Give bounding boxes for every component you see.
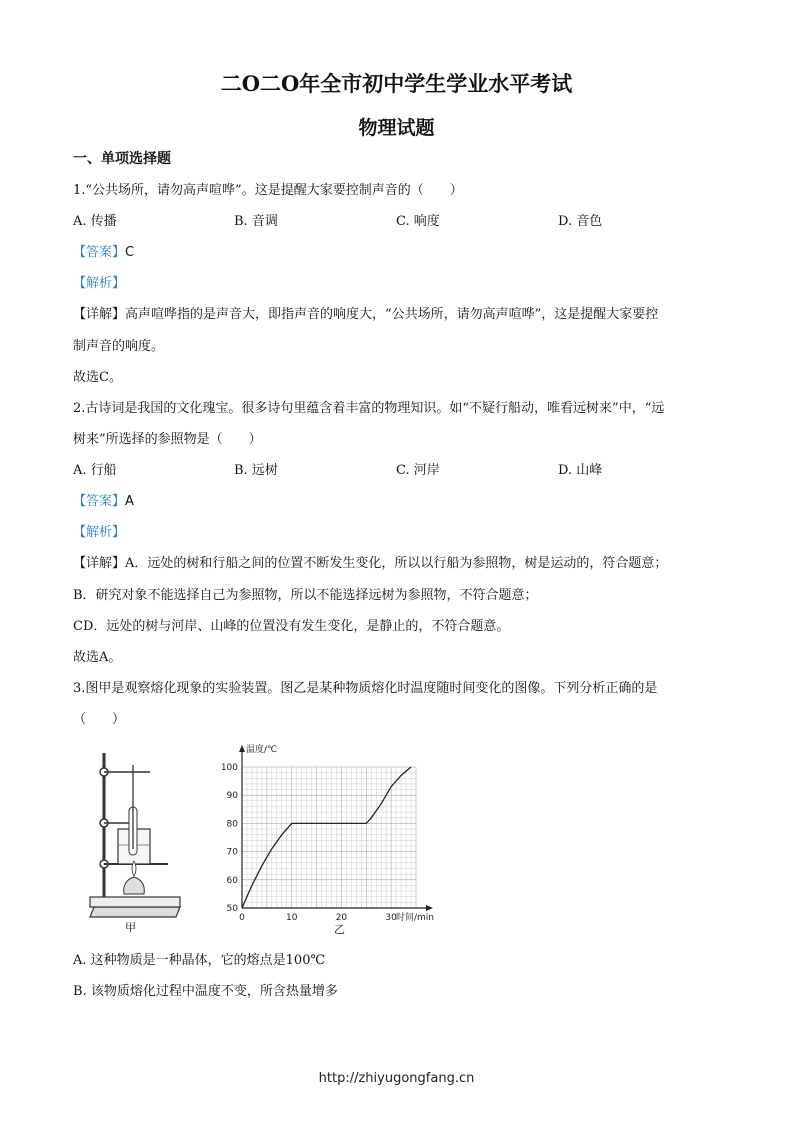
q2-detail-line-2: B．研究对象不能选择自己为参照物，所以不能选择远树为参照物，不符合题意；	[73, 588, 538, 603]
q1-option-b: B. 音调	[234, 214, 278, 229]
figure-apparatus	[88, 745, 208, 941]
q1-answer	[73, 244, 134, 262]
x-axis-label: 时间/min	[396, 913, 435, 923]
q1-option-c: C. 响度	[396, 214, 440, 229]
x-tick-label: 30	[385, 913, 397, 923]
y-tick-label: 70	[226, 847, 238, 858]
answer-tag: 【答案】	[73, 245, 126, 260]
q2-conclusion: 故选A。	[73, 650, 122, 665]
x-axis-arrow	[426, 905, 433, 911]
detail-text: 高声喧哗指的是声音大，即指声音的响度大，“公共场所，请勿高声喧哗”，这是提醒大家要控	[125, 307, 659, 322]
detail-tag: 【详解】	[73, 556, 126, 571]
q2-answer	[73, 493, 134, 511]
q3-stem-line-2: （ ）	[73, 712, 126, 727]
y-axis-label: 温度/℃	[246, 745, 278, 755]
answer-tag: 【答案】	[73, 494, 126, 509]
q1-detail-line-2: 制声音的响度。	[73, 339, 165, 354]
y-tick-label: 80	[226, 819, 238, 830]
footer-url[interactable]: http://zhiyugongfang.cn	[318, 1071, 475, 1086]
answer-value: C	[125, 245, 135, 260]
y-axis-arrow	[239, 745, 245, 752]
x-tick-label: 20	[335, 913, 348, 923]
exam-subtitle: 物理试题	[358, 117, 435, 139]
detail-tag: 【详解】	[73, 307, 126, 322]
q2-option-a: A. 行船	[73, 463, 117, 478]
apparatus-base	[90, 907, 180, 917]
y-tick-label: 90	[226, 791, 238, 802]
q1-stem: 1.“公共场所，请勿高声喧哗”。这是提醒大家要控制声音的（ ）	[73, 183, 463, 198]
q3-option-a: A. 这种物质是一种晶体，它的熔点是100℃	[73, 953, 326, 968]
q2-option-c: C. 河岸	[396, 463, 440, 478]
q2-detail-line-3: CD．远处的树与河岸、山峰的位置没有发生变化，是静止的，不符合题意。	[73, 619, 510, 634]
q1-conclusion: 故选C。	[73, 370, 122, 385]
q2-stem-line-1: 2.古诗词是我国的文化瑰宝。很多诗句里蕴含着丰富的物理知识。如“不疑行船动，唯看远树来”中，“远	[73, 401, 665, 416]
q2-stem-line-2: 树来”所选择的参照物是（ ）	[73, 432, 262, 447]
detail-text: A．远处的树和行船之间的位置不断发生变化，所以以行船为参照物，树是运动的，符合题意；	[125, 556, 668, 571]
q1-option-a: A. 传播	[73, 214, 117, 229]
section-heading: 一、单项选择题	[73, 151, 171, 167]
answer-value: A	[125, 494, 134, 509]
figure-a-label: 甲	[125, 921, 136, 934]
figure-b-label: 乙	[334, 923, 345, 936]
y-tick-label: 50	[226, 904, 238, 914]
lamp-flame	[132, 861, 136, 876]
y-tick-label: 100	[220, 763, 238, 773]
q1-analysis-tag: 【解析】	[73, 276, 126, 291]
q2-detail-line-1	[73, 555, 667, 573]
melting-chart	[218, 740, 468, 940]
q3-stem-line-1: 3.图甲是观察熔化现象的实验装置。图乙是某种物质熔化时温度随时间变化的图像。下列分析正确的是	[73, 681, 658, 696]
q2-option-b: B. 远树	[234, 463, 278, 478]
q3-option-b: B. 该物质熔化过程中温度不变，所含热量增多	[73, 984, 338, 999]
x-tick-label: 10	[285, 913, 298, 923]
x-tick-label: 0	[239, 913, 245, 923]
apparatus-base-front	[90, 897, 180, 907]
q1-option-d: D. 音色	[558, 214, 603, 229]
alcohol-lamp	[124, 877, 145, 894]
q2-option-d: D. 山峰	[558, 463, 603, 478]
y-tick-label: 60	[226, 875, 238, 886]
exam-title: 二O二O年全市初中学生学业水平考试	[220, 71, 573, 96]
q2-analysis-tag: 【解析】	[73, 525, 126, 540]
q1-detail-line-1	[73, 306, 658, 324]
